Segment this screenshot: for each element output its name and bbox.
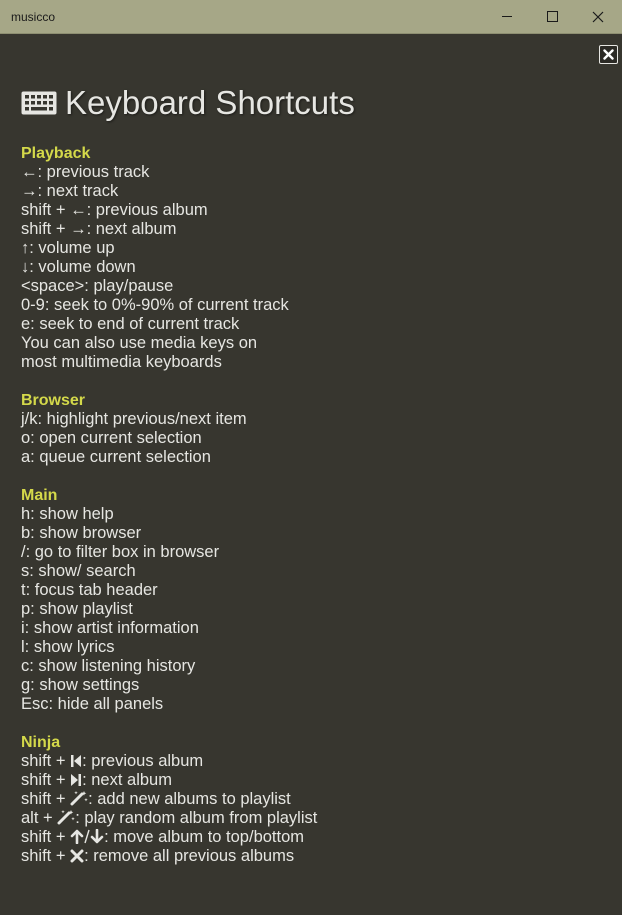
shortcut-line: ↑: volume up (21, 239, 115, 257)
key-prefix: shift + (21, 828, 71, 846)
close-help-button[interactable] (599, 45, 618, 64)
shortcut-desc: : add new albums to playlist (88, 790, 291, 808)
shortcut-line: Esc: hide all panels (21, 695, 164, 713)
shortcut-line: You can also use media keys on (21, 334, 258, 352)
shortcut-line: /: go to filter box in browser (21, 543, 220, 561)
shortcut-line: j/k: highlight previous/next item (21, 410, 247, 428)
magic-wand-icon (57, 809, 75, 825)
section-playback (21, 144, 611, 372)
shortcut-desc: : play random album from playlist (75, 809, 318, 827)
shortcut-line: l: show lyrics (21, 638, 115, 656)
step-backward-icon (70, 754, 82, 768)
shortcut-line: i: show artist information (21, 619, 199, 637)
help-panel (21, 84, 611, 885)
shortcut-line: a: queue current selection (21, 448, 211, 466)
shortcut-desc: : remove all previous albums (84, 847, 295, 865)
shortcut-line: p: show playlist (21, 600, 133, 618)
shortcut-line: most multimedia keyboards (21, 353, 222, 371)
shortcut-line: →: next track (21, 182, 119, 200)
close-box-icon (603, 49, 614, 60)
shortcut-desc: : move album to top/bottom (104, 828, 305, 846)
maximize-icon (547, 11, 558, 22)
window-title: musicco (11, 9, 56, 24)
minimize-button[interactable] (484, 0, 530, 33)
close-icon (592, 11, 604, 23)
shortcut-line: g: show settings (21, 676, 140, 694)
shortcut-line (21, 809, 611, 828)
page-title (21, 84, 611, 122)
shortcut-line: o: open current selection (21, 429, 202, 447)
shortcut-line: b: show browser (21, 524, 142, 542)
shortcut-line: ↓: volume down (21, 258, 136, 276)
key-prefix: shift + (21, 752, 71, 770)
shortcut-line: shift + →: next album (21, 220, 177, 238)
title-bar (0, 0, 622, 34)
shortcut-line: t: focus tab header (21, 581, 158, 599)
shortcut-line: e: seek to end of current track (21, 315, 240, 333)
shortcut-line (21, 828, 611, 847)
section-title: Playback (21, 145, 91, 162)
keyboard-icon (21, 91, 57, 115)
key-prefix: shift + (21, 790, 71, 808)
x-icon (70, 849, 84, 863)
shortcut-line: h: show help (21, 505, 114, 523)
minimize-icon (502, 16, 512, 17)
shortcut-line: 0-9: seek to 0%-90% of current track (21, 296, 289, 314)
shortcut-desc: : next album (82, 771, 172, 789)
step-forward-icon (70, 773, 82, 787)
window-close-button[interactable] (575, 0, 621, 33)
section-main (21, 486, 611, 714)
shortcut-line (21, 847, 611, 866)
shortcut-desc: : previous album (82, 752, 204, 770)
shortcut-line (21, 752, 611, 771)
key-prefix: shift + (21, 847, 71, 865)
key-prefix: shift + (21, 771, 71, 789)
section-title: Browser (21, 392, 86, 409)
section-ninja (21, 733, 611, 866)
magic-wand-icon (70, 790, 88, 806)
page-title-text: Keyboard Shortcuts (65, 84, 355, 121)
maximize-button[interactable] (529, 0, 575, 33)
section-title: Main (21, 487, 58, 504)
section-browser (21, 391, 611, 467)
shortcut-line: shift + ←: previous album (21, 201, 208, 219)
key-prefix: alt + (21, 809, 58, 827)
shortcut-line: ←: previous track (21, 163, 150, 181)
shortcut-line: s: show/ search (21, 562, 136, 580)
shortcut-line: c: show listening history (21, 657, 196, 675)
shortcut-line (21, 771, 611, 790)
arrow-up-down-icon (70, 829, 104, 844)
shortcut-line (21, 790, 611, 809)
shortcut-line: <space>: play/pause (21, 277, 174, 295)
section-title: Ninja (21, 734, 61, 751)
